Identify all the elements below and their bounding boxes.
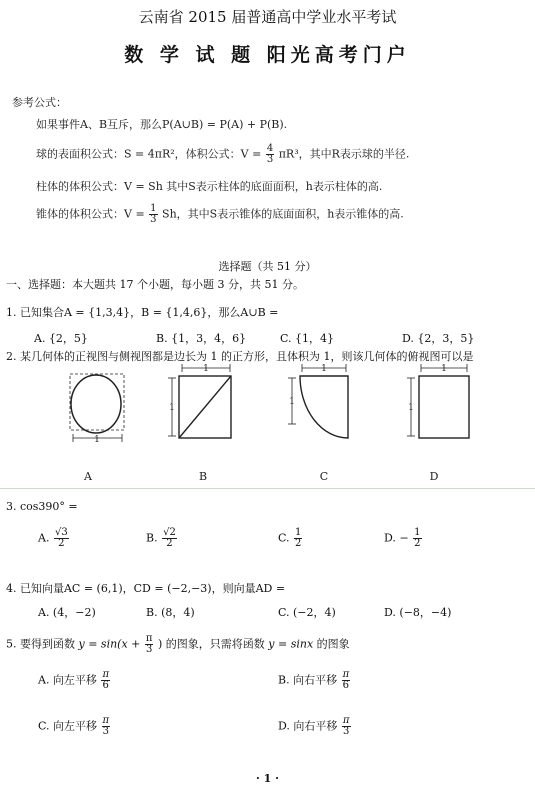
section-heading: 选择题（共 51 分）: [218, 260, 317, 273]
q3-option-b: B. $\frac{√2}{2}$: [146, 527, 176, 549]
q3-stem: 3. cos390° =: [6, 500, 78, 513]
figure-label-d: D: [429, 470, 439, 483]
fraction: $\frac{√3}{2}$: [54, 527, 68, 549]
q1-stem: 1. 已知集合A = {1,3,4}，B = {1,4,6}，那么A∪B =: [6, 306, 279, 319]
q5-stem: 5. 要得到函数 y = sin(x + $\frac{\pi}{3}$ ) 的图象，只需将函数 y = sinx 的图象: [6, 633, 350, 655]
figure-label-c: C: [319, 470, 329, 483]
figure-label-a: A: [84, 470, 92, 483]
figure-c-quarter-circle: [288, 364, 348, 438]
fraction: $\frac{\pi}{3}$: [102, 715, 110, 737]
q2-stem: 2. 某几何体的正视图与侧视图都是边长为 1 的正方形，且体积为 1，则该几何体的俯视图可以是: [6, 350, 474, 363]
formula-sphere: 球的表面积公式：S = 4πR²，体积公式：V = $\frac{4}{3}$ πR³，其中R表示球的半径.: [36, 143, 410, 165]
dim-label-a: 1: [94, 435, 100, 445]
q5-option-d: D. 向右平移 $\frac{\pi}{3}$: [278, 715, 350, 737]
separator-line: [0, 488, 535, 489]
q4-option-d: D. (−8，−4): [384, 606, 452, 619]
dim-label-b-side: 1: [169, 403, 175, 413]
q3-option-c: C. $\frac{1}{2}$: [278, 527, 302, 549]
section-instruction: 一、选择题：本大题共 17 个小题，每小题 3 分，共 51 分。: [6, 278, 304, 291]
q1-option-d: D. {2，3，5}: [402, 332, 475, 345]
fraction: $\frac{1}{2}$: [414, 527, 421, 549]
dim-label-c-side: 1: [289, 397, 295, 407]
q4-stem: 4. 已知向量AC = (6,1)，CD = (−2,−3)，则向量AD =: [6, 582, 286, 595]
q2-figures: [0, 362, 535, 492]
dim-label-d-side: 1: [408, 403, 414, 413]
fraction: $\frac{\pi}{3}$: [342, 715, 350, 737]
fraction: $\frac{\pi}{6}$: [102, 669, 110, 691]
q4-option-c: C. (−2，4): [278, 606, 336, 619]
formula-prism: 柱体的体积公式：V = Sh 其中S表示柱体的底面面积，h表示柱体的高.: [36, 180, 383, 193]
fraction: $\frac{1}{3}$: [150, 203, 157, 225]
q1-option-c: C. {1，4}: [280, 332, 335, 345]
q1-option-b: B. {1，3，4，6}: [156, 332, 247, 345]
formula-heading: 参考公式：: [12, 96, 67, 109]
dim-label-c-top: 1: [321, 364, 327, 374]
dim-label-d-top: 1: [441, 364, 447, 374]
fraction: $\frac{\pi}{3}$: [145, 633, 153, 655]
fraction: $\frac{4}{3}$: [266, 143, 274, 165]
q3-option-d: D. − $\frac{1}{2}$: [384, 527, 421, 549]
q3-option-a: A. $\frac{√3}{2}$: [38, 527, 68, 549]
q1-option-a: A. {2，5}: [34, 332, 88, 345]
figure-a-circle: [70, 374, 124, 442]
formula-mutually-exclusive: 如果事件A、B互斥，那么P(A∪B) = P(A) + P(B).: [36, 118, 288, 131]
q4-option-a: A. (4，−2): [38, 606, 96, 619]
formula-pyramid: 锥体的体积公式：V = $\frac{1}{3}$ Sh，其中S表示锥体的底面面积，h表示锥体的高.: [36, 203, 404, 225]
figure-label-b: B: [198, 470, 208, 483]
dim-label-b-top: 1: [203, 364, 209, 374]
q5-option-b: B. 向右平移 $\frac{\pi}{6}$: [278, 669, 350, 691]
page-number: · 1 ·: [256, 772, 279, 785]
fraction: $\frac{\pi}{6}$: [342, 669, 350, 691]
fraction: $\frac{√2}{2}$: [163, 527, 176, 549]
exam-title: 云南省 2015 届普通高中学业水平考试: [138, 8, 397, 26]
figure-d-square: [407, 364, 469, 438]
figure-b-triangle: [168, 364, 231, 438]
q4-option-b: B. (8，4): [146, 606, 195, 619]
q5-option-c: C. 向左平移 $\frac{\pi}{3}$: [38, 715, 110, 737]
exam-subtitle: 数 学 试 题 阳光高考门户: [124, 44, 411, 66]
fraction: $\frac{1}{2}$: [295, 527, 302, 549]
q5-option-a: A. 向左平移 $\frac{\pi}{6}$: [38, 669, 110, 691]
